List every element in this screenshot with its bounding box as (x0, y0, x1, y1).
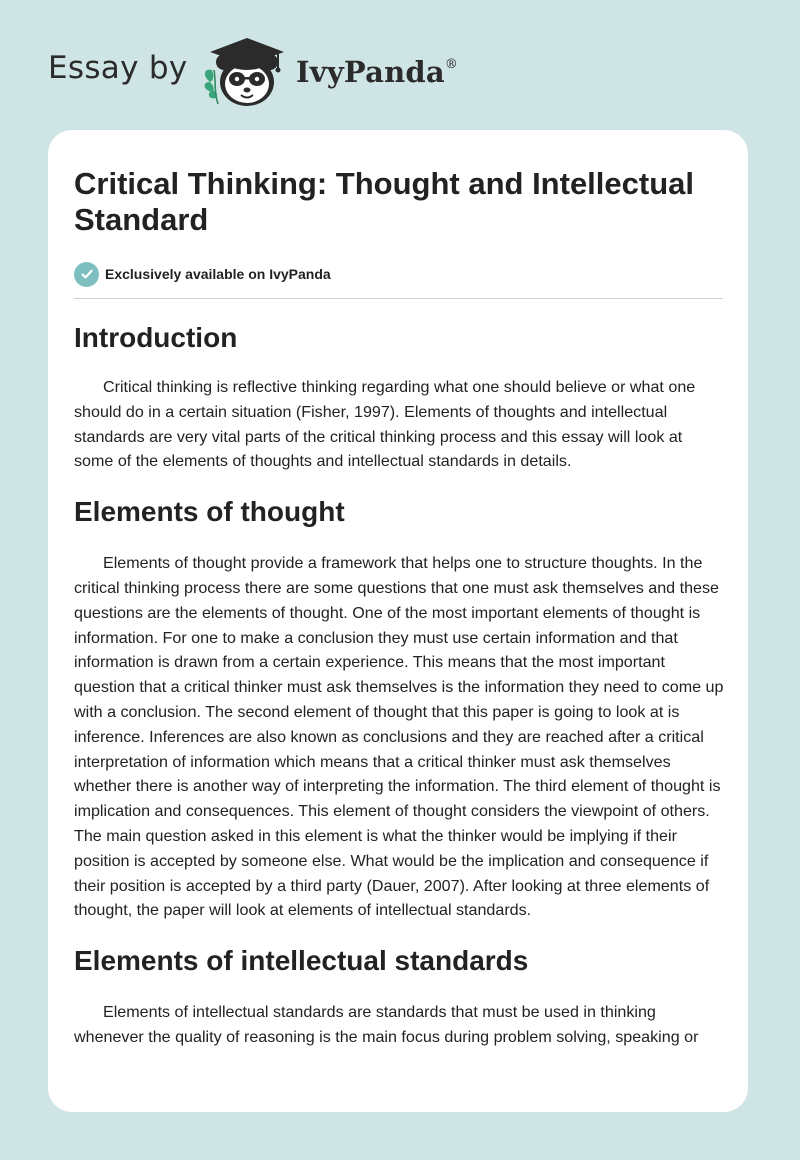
title-divider (74, 298, 723, 299)
registered-mark: ® (444, 57, 459, 72)
section-paragraph-introduction: Critical thinking is reflective thinking regarding what one should believe or what one should do in a certain situation (Fisher, 1997). Elements of thoughts and intellectual standards are very vital parts of the critical thinking process and this essay will look at some of the elements of thoughts and intellectual standards in details. (74, 378, 696, 471)
section-paragraph-elements-of-thought: Elements of thought provide a framework that helps one to structure thoughts. In the critical thinking process there are some questions that one must ask themselves and these questions are the elements of thought. One of the most important elements of thought is information. For one to make a conclusion they must use certain information and that information is drawn from a certain experience. This means that the most important question that a critical thinker must ask themselves is the information they need to come up with a conclusion. The second element of thought that this paper is going to look at is inference. Inferences are also known as conclusions and they are reached after a critical interpretation of information which means that a critical thinker must ask themselves whether there is another way of interpreting the information. The third element of thought is implication and consequences. This element of thought considers the viewpoint of others. The main question asked in this element is what the thinker would be implying if their position is accepted by someone else. What would be the implication and consequence if their position is accepted by a third party (Dauer, 2007). After looking at three elements of thought, the paper will look at elements of intellectual standards. (74, 554, 724, 920)
essay-card (48, 130, 748, 1112)
brand-name[interactable] (296, 55, 458, 89)
check-circle-icon (74, 262, 99, 287)
essay-title: Critical Thinking: Thought and Intellectual Standard (74, 166, 694, 237)
section-heading-introduction: Introduction (74, 322, 238, 353)
section-paragraph-intellectual-standards: Elements of intellectual standards are standards that must be used in thinking whenever the quality of reasoning is the main focus during problem solving, speaking or (74, 1003, 699, 1046)
section-heading-intellectual-standards: Elements of intellectual standards (74, 945, 529, 977)
section-heading-elements-of-thought: Elements of thought (74, 496, 345, 528)
brand-name-text: IvyPanda (296, 55, 445, 89)
ivypanda-logo-icon[interactable] (200, 32, 292, 110)
site-header (0, 0, 800, 130)
exclusive-badge-label: Exclusively available on IvyPanda (105, 266, 331, 282)
essay-content (74, 166, 724, 1050)
essay-by-label: Essay by (48, 50, 188, 86)
exclusive-badge (74, 261, 724, 287)
